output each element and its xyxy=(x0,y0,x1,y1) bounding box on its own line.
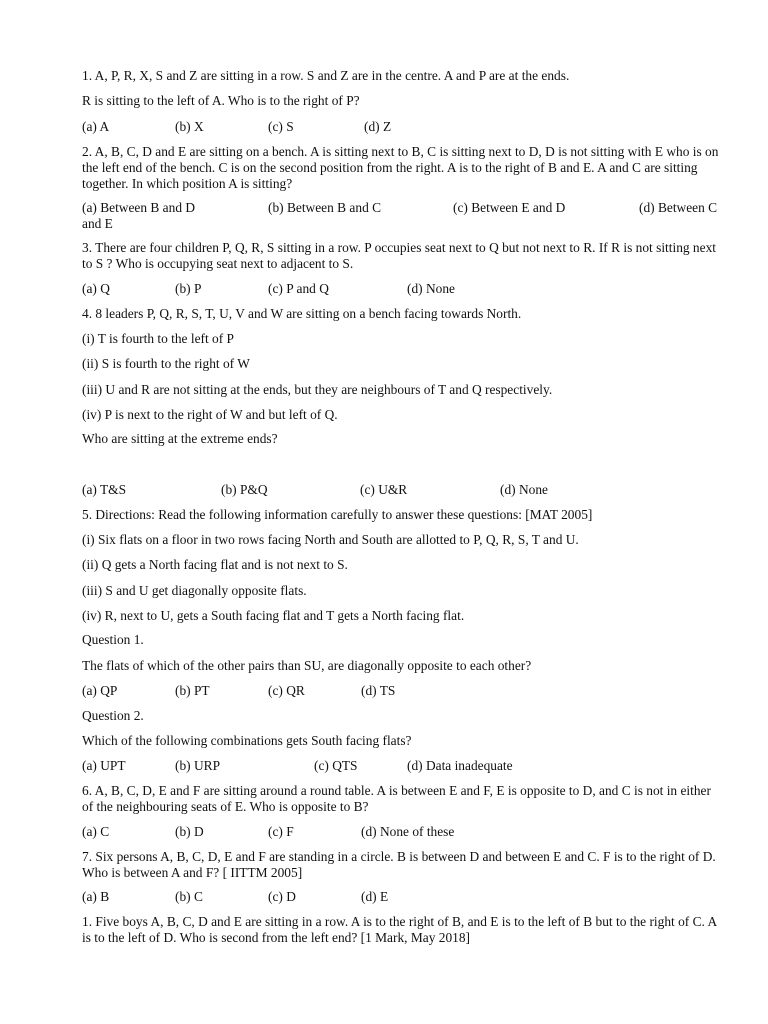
q6-text: 6. A, B, C, D, E and F are sitting around a round table. A is between E and F, E is opposite to D, and C is not in either of the neighbouring seats of E. Who is opposite to B? xyxy=(82,783,711,814)
q4-option-c: (c) U&R xyxy=(360,482,408,497)
q2-option-b: (b) Between B and C xyxy=(268,200,382,215)
q1-question: R is sitting to the left of A. Who is to the right of P? xyxy=(82,93,360,108)
q4-statement-4: (iv) P is next to the right of W and but left of Q. xyxy=(82,407,338,422)
q3-option-a: (a) Q xyxy=(82,281,110,296)
q1-option-b: (b) X xyxy=(175,119,204,134)
q5-sub1-option-b: (b) PT xyxy=(175,683,210,698)
q5-text: 5. Directions: Read the following information carefully to answer these questions: [MAT 2005] xyxy=(82,507,593,522)
q7-text: 7. Six persons A, B, C, D, E and F are standing in a circle. B is between D and between E and C. F is to the right of D. Who is between A and F? [ IITTM 2005] xyxy=(82,849,716,880)
q3-option-d: (d) None xyxy=(407,281,455,296)
q5-sub2-label: Question 2. xyxy=(82,708,144,723)
q6-option-b: (b) D xyxy=(175,824,204,839)
q5-statement-2: (ii) Q gets a North facing flat and is not next to S. xyxy=(82,557,348,572)
q5-statement-4: (iv) R, next to U, gets a South facing flat and T gets a North facing flat. xyxy=(82,608,465,623)
q3-option-b: (b) P xyxy=(175,281,202,296)
q6-option-a: (a) C xyxy=(82,824,110,839)
q2-option-a: (a) Between B and D xyxy=(82,200,196,215)
q4-option-a: (a) T&S xyxy=(82,482,127,497)
q2-text: 2. A, B, C, D and E are sitting on a bench. A is sitting next to B, C is sitting next to D, D is not sitting with E who is on the left end of the bench. C is on the second position from the right. A is to the right of B and E. A and C are sitting together. In which position A is sitting? xyxy=(82,144,719,191)
q7-option-c: (c) D xyxy=(268,889,296,904)
q4-statement-3: (iii) U and R are not sitting at the ends, but they are neighbours of T and Q respectively. xyxy=(82,382,553,397)
q5-sub2-option-b: (b) URP xyxy=(175,758,221,773)
q5-sub1-option-d: (d) TS xyxy=(361,683,396,698)
q2-option-d-wrap: and E xyxy=(82,216,113,231)
q5-sub1-question: The flats of which of the other pairs than SU, are diagonally opposite to each other? xyxy=(82,658,532,673)
q5-sub1-option-c: (c) QR xyxy=(268,683,305,698)
q5-sub1-label: Question 1. xyxy=(82,632,144,647)
q4-statement-1: (i) T is fourth to the left of P xyxy=(82,331,234,346)
q1-option-c: (c) S xyxy=(268,119,294,134)
q2-option-d: (d) Between C xyxy=(639,200,718,215)
q2-option-c: (c) Between E and D xyxy=(453,200,566,215)
q5-sub1-option-a: (a) QP xyxy=(82,683,118,698)
q1-option-d: (d) Z xyxy=(364,119,392,134)
q3-text: 3. There are four children P, Q, R, S sitting in a row. P occupies seat next to Q but not next to R. If R is not sitting next to S ? Who is occupying seat next to adjacent to S. xyxy=(82,240,716,271)
q1-option-a: (a) A xyxy=(82,119,110,134)
q4-option-b: (b) P&Q xyxy=(221,482,268,497)
q4-question: Who are sitting at the extreme ends? xyxy=(82,431,278,446)
q7-option-a: (a) B xyxy=(82,889,110,904)
q5-sub2-option-c: (c) QTS xyxy=(314,758,358,773)
q6-option-d: (d) None of these xyxy=(361,824,455,839)
q5-statement-3: (iii) S and U get diagonally opposite flats. xyxy=(82,583,307,598)
q7-option-b: (b) C xyxy=(175,889,203,904)
q5-sub2-question: Which of the following combinations gets South facing flats? xyxy=(82,733,412,748)
q5-sub2-option-d: (d) Data inadequate xyxy=(407,758,513,773)
q7-option-d: (d) E xyxy=(361,889,389,904)
q8-text: 1. Five boys A, B, C, D and E are sitting in a row. A is to the right of B, and E is to the left of B but to the right of C. A is to the left of D. Who is second from the left end? [1 Mark, May 2018] xyxy=(82,914,717,945)
q6-option-c: (c) F xyxy=(268,824,294,839)
q3-option-c: (c) P and Q xyxy=(268,281,329,296)
q5-statement-1: (i) Six flats on a floor in two rows facing North and South are allotted to P, Q, R, S, T and U. xyxy=(82,532,579,547)
q5-sub2-option-a: (a) UPT xyxy=(82,758,126,773)
q1-text: 1. A, P, R, X, S and Z are sitting in a row. S and Z are in the centre. A and P are at the ends. xyxy=(82,68,570,83)
q4-text: 4. 8 leaders P, Q, R, S, T, U, V and W are sitting on a bench facing towards North. xyxy=(82,306,522,321)
q4-statement-2: (ii) S is fourth to the right of W xyxy=(82,356,250,371)
q4-option-d: (d) None xyxy=(500,482,548,497)
